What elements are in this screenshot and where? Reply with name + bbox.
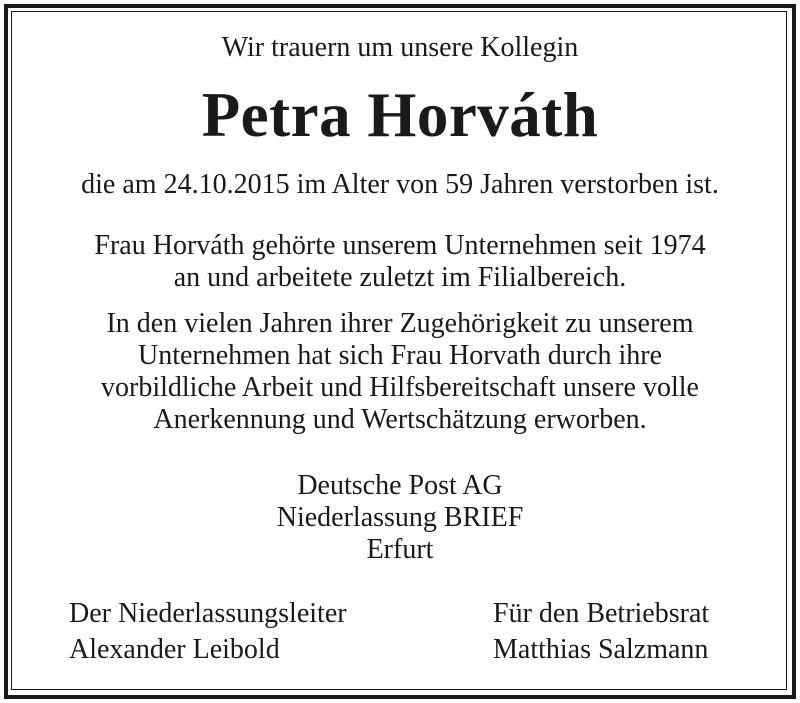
employment-line: an und arbeitete zuletzt im Filialbereich. [173,262,627,293]
organization-city: Erfurt [366,534,434,565]
employment-line: Frau Horváth gehörte unserem Unternehmen seit 1974 [94,230,706,261]
signatory-role: Der Niederlassungsleiter [69,598,347,629]
organization-block [12,470,788,566]
death-line: die am 24.10.2015 im Alter von 59 Jahren verstorben ist. [81,169,719,200]
tribute-line: vorbildliche Arbeit und Hilfsbereitschaft unsere volle [101,372,699,403]
tribute-paragraph [12,308,788,436]
signatory-name: Matthias Salzmann [493,634,709,665]
employment-paragraph [12,230,788,294]
organization-branch: Niederlassung BRIEF [276,502,524,533]
tribute-line: Unternehmen hat sich Frau Horvath durch ihre [137,340,663,371]
signatory-left [69,596,347,668]
signatory-role: Für den Betriebsrat [493,598,710,629]
organization-name: Deutsche Post AG [297,470,503,501]
tribute-line: In den vielen Jahren ihrer Zugehörigkeit zu unserem [106,308,694,339]
deceased-name: Petra Horváth [201,80,599,150]
signatory-name: Alexander Leibold [69,634,280,665]
tribute-line: Anerkennung und Wertschätzung erworben. [153,404,647,435]
intro-line: Wir trauern um unsere Kollegin [221,32,579,63]
obituary-notice [12,12,788,688]
signatory-right [493,596,709,668]
